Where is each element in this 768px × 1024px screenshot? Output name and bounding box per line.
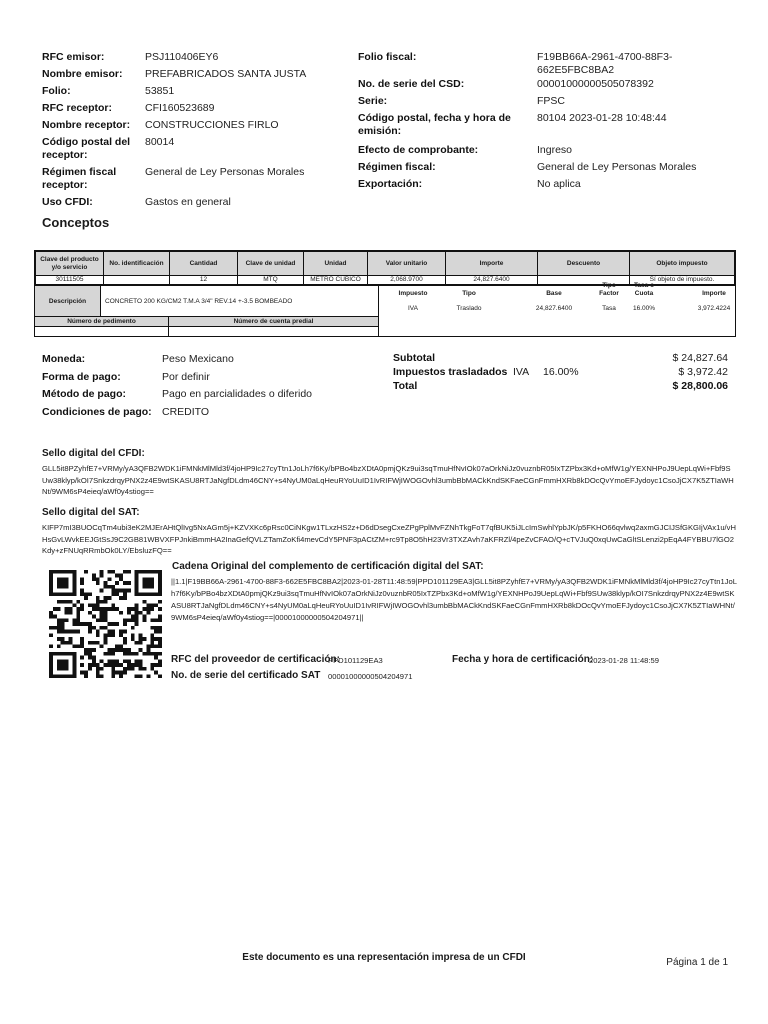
cadena-original-title: Cadena Original del complemento de certificación digital del SAT:	[172, 561, 484, 572]
page-number: Página 1 de 1	[666, 957, 728, 968]
tax-header-base: Base	[546, 290, 562, 297]
impuestos-value: $ 3,972.42	[678, 366, 728, 378]
metodo-pago-row: Método de pago: Pago en parcialidades o diferido	[42, 388, 313, 400]
rfc-proveedor-value: PPD101129EA3	[328, 656, 383, 665]
table-cell: 12	[170, 276, 238, 285]
impuestos-tasa: 16.00%	[543, 366, 579, 378]
serie-row: Serie: FPSC	[358, 95, 566, 107]
total-value: $ 28,800.06	[672, 380, 728, 392]
nombre-receptor-row: Nombre receptor: CONSTRUCCIONES FIRLO	[42, 119, 279, 131]
concepts-grid	[35, 251, 735, 285]
impuestos-tipo: IVA	[513, 366, 530, 378]
subtotal-row	[393, 352, 728, 366]
tax-tipo-factor: Tasa	[602, 305, 616, 312]
column-header: Unidad	[304, 252, 368, 276]
folio-fiscal-row: Folio fiscal: F19BB66A-2961-4700-88F3-662E5FBC8BA2	[358, 51, 673, 76]
concept-detail	[35, 282, 735, 316]
sello-sat-text: KIFP7mI3BUOCqTm4ubi3eK2MJErAHtQlIvg5NxAGm5j+KZVXKc6pRsc0CiNKgw1TLxzHS2z+D6dDsegCxeZPgPplMvFZNhTkgFoT7qfBUK5iJLcImSwhlYpbJK/p5FKHO66qvlwq2axmGJCIJSfGKGIjVAx1u/vHHsGvLWvkEEJGtSsJ9C2GB81WBVXFPJnkiBmmHA2InaGefQVLZTamZoKfi4mevCdY5PNF3pACtZM+rc9Tp8O5hH23Vr3TXZAvh7aKFRZl/4peZvCFAO/Q+cTVJuQ0xqUwCaGltSLenzi2pEqA4FYBBU7lGO2Kdy+zFNUqRRmbOk0LY/EbsluzFQ==	[42, 523, 736, 555]
column-header: Clave de unidad	[238, 252, 304, 276]
impuestos-label: Impuestos trasladados	[393, 366, 508, 378]
column-header: Clave del producto y/o servicio	[36, 252, 104, 276]
fecha-certificacion-label: Fecha y hora de certificación:	[452, 654, 594, 665]
tax-base: 24,827.6400	[535, 305, 573, 312]
section-title: Conceptos	[42, 215, 110, 230]
impuestos-row	[393, 366, 728, 380]
tax-header-tasa: Tasa o Cuota	[633, 282, 655, 297]
column-header: Objeto impuesto	[630, 252, 735, 276]
fecha-certificacion-value: 2023-01-28 11:48:59	[589, 656, 659, 665]
table-header-row	[36, 252, 735, 276]
tax-header-importe: Importe	[702, 290, 726, 297]
column-header: No. identificación	[104, 252, 170, 276]
pedimento-header	[35, 316, 379, 326]
description-cell	[35, 286, 379, 316]
condiciones-pago-row: Condiciones de pago: CREDITO	[42, 405, 210, 418]
tax-tasa: 16.00%	[632, 305, 656, 312]
emisor-receptor-block	[42, 50, 342, 212]
sello-cfdi-text: GLL5it8PZyhfE7+VRMy/yA3QFB2WDK1iFMNkMlMld3f/4joHP9Ic27cyTtn1JoLh7f6Ky/bPBo4bzXDtA0pmjQKz9ui3sqTmuHfNvIOk07aOrkNiJz0vuznbR05IxTZPbx3Kd+oMfW1g/YEXNHPoJ9UepLqWi+Fbf9SUw38klyp/kOI7SnkzdrqyPNX2z4E9wtSKASU8RTJaNgfDLdm46CNY+s4NyUM0aLqHeuRYoUuID1IvRIFWjIWOGOvhl3umbBbMACkKndSKFaeCGnFmmHXRb8kDOcQvYmoEFJydoyc1CsoJjCX7K5ZTIaWHNt/9WM6sP4eieq/aWf0y4stiog==	[42, 464, 734, 496]
subtotal-label: Subtotal	[393, 352, 435, 364]
serie-csd-row: No. de serie del CSD: 00001000000505078392	[358, 78, 654, 90]
description-value: CONCRETO 200 KG/CM2 T.M.A 3/4" REV.14 +-3.5 BOMBEADO	[105, 297, 293, 305]
forma-pago-row: Forma de pago: Por definir	[42, 370, 210, 383]
serie-certificado-value: 00001000000504204971	[328, 672, 413, 681]
folio-row: Folio: 53851	[42, 85, 175, 97]
cadena-original-text: ||1.1|F19BB66A-2961-4700-88F3-662E5FBC8BA2|2023-01-28T11:48:59|PPD101129EA3|GLL5it8PZyhfE7+VRMy/yA3QFB2WDK1iFMNkMlMld3f/4joHP9Ic27cyTtn1JoLh7f6Ky/bPBo4bzXDtA0pmjQKz9ui3sqTmuHfNvIOk07aOrkNiJz0vuznbR05IxTZPbx3Kd+oMfW1g/YEXNHPoJ9UepLqWi+Fbf9SUw38klyp/kOI7SnkzdrqyPNX2z4E9wtSKASU8RTJaNgfDLdm46CNY+s4NyUM0aLqHeuRYoUuID1IvRIFWjIWOGOvhl3umbBbMACkKndSKFaeCGnFmmHXRb8kDOcQvYmoEFJydoyc1CsoJjCX7K5ZTIaWHNt/9WM6sP4eieq/aWf0y4stiog==|00001000000504204971||	[171, 577, 737, 622]
tax-header-impuesto: Impuesto	[398, 290, 428, 297]
table-cell: 24,827.6400	[446, 276, 538, 285]
table-cell	[104, 276, 170, 285]
cuenta-predial-value	[169, 327, 379, 336]
total-label: Total	[393, 380, 418, 392]
table-cell: METRO CUBICO	[304, 276, 368, 285]
column-header: Importe	[446, 252, 538, 276]
exportacion-row: Exportación: No aplica	[358, 178, 581, 190]
payment-block	[42, 352, 372, 422]
table-cell: Sí objeto de impuesto.	[630, 276, 735, 285]
serie-certificado-label: No. de serie del certificado SAT	[171, 670, 321, 681]
table-cell: 2,068.9700	[368, 276, 446, 285]
moneda-row: Moneda: Peso Mexicano	[42, 353, 234, 365]
tax-impuesto: IVA	[408, 305, 418, 312]
column-header: Cantidad	[170, 252, 238, 276]
tax-breakdown	[379, 282, 735, 316]
subtotal-value: $ 24,827.64	[672, 352, 728, 364]
cp-fecha-row: Código postal, fecha y hora de emisión: 80104 2023-01-28 10:48:44	[358, 112, 667, 137]
total-row	[393, 380, 728, 394]
rfc-proveedor-label: RFC del proveedor de certificación:	[171, 654, 340, 665]
regimen-fiscal-row: Régimen fiscal: General de Ley Personas Morales	[358, 161, 697, 173]
sello-sat-title: Sello digital del SAT:	[42, 507, 140, 518]
pedimento-value	[35, 327, 169, 336]
regimen-receptor-row: Régimen fiscal receptor: General de Ley Personas Morales	[42, 166, 305, 191]
uso-cfdi-row: Uso CFDI: Gastos en general	[42, 196, 231, 208]
sello-cfdi-title: Sello digital del CFDI:	[42, 448, 145, 459]
footer-note: Este documento es una representación impresa de un CFDI	[242, 952, 526, 963]
cuenta-predial-label: Número de cuenta predial	[169, 317, 379, 326]
column-header: Descuento	[538, 252, 630, 276]
tax-header-tipo-factor: Tipo Factor	[599, 282, 619, 297]
table-cell: MTQ	[238, 276, 304, 285]
comprobante-block	[358, 50, 748, 194]
cp-receptor-row: Código postal del receptor: 80014	[42, 136, 175, 161]
tax-tipo: Traslado	[456, 305, 482, 312]
description-label: Descripción	[35, 286, 101, 316]
tax-importe: 3,972.4224	[697, 305, 731, 312]
column-header: Valor unitario	[368, 252, 446, 276]
rfc-emisor-row: RFC emisor: PSJ110406EY6	[42, 51, 219, 63]
rfc-receptor-row: RFC receptor: CFI160523689	[42, 102, 215, 114]
pedimento-values	[35, 326, 379, 336]
nombre-emisor-row: Nombre emisor: PREFABRICADOS SANTA JUSTA	[42, 68, 307, 80]
totals-block	[393, 352, 728, 394]
pedimento-label: Número de pedimento	[35, 317, 169, 326]
table-cell: 30111505	[36, 276, 104, 285]
tax-header-tipo: Tipo	[462, 290, 476, 297]
qr-code-icon	[49, 570, 162, 678]
efecto-row: Efecto de comprobante: Ingreso	[358, 144, 573, 156]
qr-modules	[49, 570, 162, 678]
concepts-table	[34, 250, 736, 337]
